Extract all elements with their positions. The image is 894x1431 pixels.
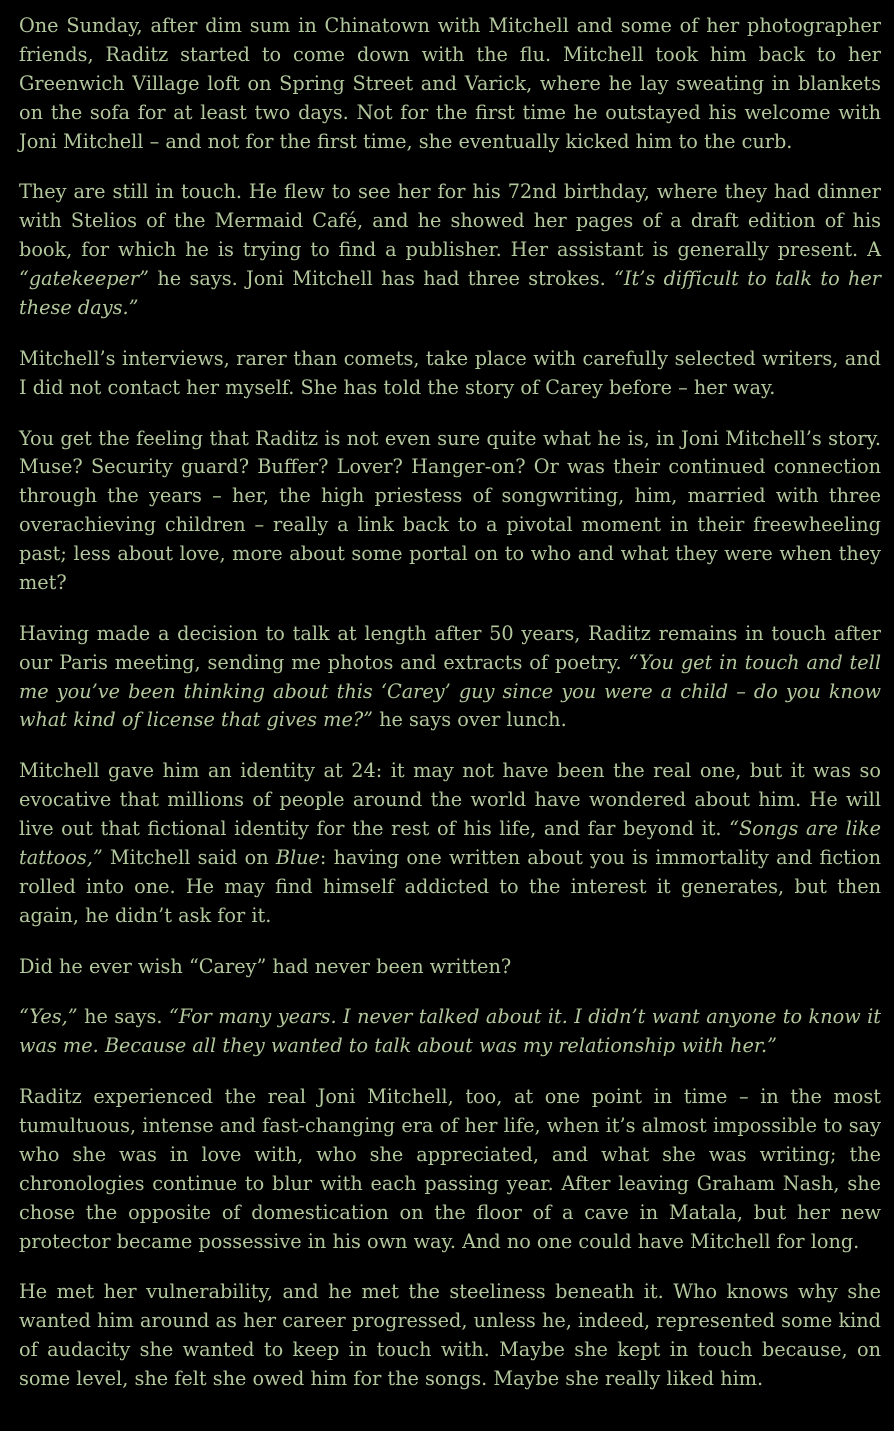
paragraph: [19, 425, 881, 598]
paragraph: [19, 1278, 881, 1394]
italic-quote-text: “You get in touch and tell me you’ve been thinking about this ‘Carey’ guy since you were a child – do you know what kind of license that gives me?”: [19, 650, 881, 732]
italic-quote-text: “It’s difficult to talk to her these days.”: [19, 267, 882, 319]
body-text: One Sunday, after dim sum in Chinatown with Mitchell and some of her photographer friends, Raditz started to come down with the flu. Mitchell took him back to her Greenwich Village loft on Spring Street and Varick, where he lay sweating in blankets on the sofa for at least two days. Not for the first time he outstayed his welcome with Joni Mitchell – and not for the first time, she eventually kicked him to the curb.: [19, 14, 881, 153]
paragraph: [19, 178, 881, 322]
body-text: Having made a decision to talk at length after 50 years, Raditz remains in touch after our Paris meeting, sending me photos and extracts of poetry.: [19, 621, 881, 674]
body-text: : having one written about you is immortality and fiction rolled into one. He may find himself addicted to the interest it generates, but then again, he didn’t ask for it.: [19, 845, 881, 927]
body-text: Mitchell said on: [102, 845, 276, 869]
paragraph: [19, 12, 881, 156]
paragraph: [19, 345, 881, 403]
paragraph: [19, 757, 881, 930]
body-text: Did he ever wish “Carey” had never been written?: [19, 954, 512, 978]
paragraph: [19, 1083, 881, 1256]
body-text: They are still in touch. He flew to see her for his 72nd birthday, where they had dinner with Stelios of the Mermaid Café, and he showed her pages of a draft edition of his book, for which he is trying to find a publisher. Her assistant is generally present. A: [19, 180, 881, 262]
paragraph: [19, 1003, 881, 1061]
body-text: Mitchell gave him an identity at 24: it may not have been the real one, but it was so evocative that millions of people around the world have wondered about him. He will live out that fictional identity for the rest of his life, and far beyond it.: [19, 759, 881, 840]
body-text: he says over lunch.: [373, 708, 567, 732]
italic-quote-text: “For many years. I never talked about it. I didn’t want anyone to know it was me. Because all they wanted to talk about was my relationship with her.”: [19, 1005, 881, 1058]
italic-quote-text: Blue: [275, 845, 320, 869]
body-text: You get the feeling that Raditz is not even sure quite what he is, in Joni Mitchell’s story. Muse? Security guard? Buffer? Lover? Hanger-on? Or was their continued connection through the years – her, the high priestess of songwriting, him, married with three overachieving children – really a link back to a pivotal moment in their freewheeling past; less about love, more about some portal on to who and what they were when they met?: [19, 426, 881, 594]
body-text: Mitchell’s interviews, rarer than comets, take place with carefully selected writers, and I did not contact her myself. She has told the story of Carey before – her way.: [19, 346, 881, 399]
body-text: he says.: [77, 1005, 169, 1029]
paragraph: [19, 620, 881, 736]
italic-quote-text: “Songs are like tattoos,”: [19, 817, 882, 869]
body-text: Raditz experienced the real Joni Mitchell, too, at one point in time – in the most tumultuous, intense and fast-changing era of her life, when it’s almost impossible to say who she was in love with, who she appreciated, and what she was writing; the chronologies continue to blur with each passing year. After leaving Graham Nash, she chose the opposite of domestication on the floor of a cave in Matala, but her new protector became possessive in his own way. And no one could have Mitchell for long.: [19, 1085, 881, 1253]
italic-quote-text: “gatekeeper”: [19, 267, 149, 290]
italic-quote-text: “Yes,”: [19, 1005, 78, 1029]
article-body: [19, 12, 881, 1416]
body-text: He met her vulnerability, and he met the steeliness beneath it. Who knows why she wanted him around as her career progressed, unless he, indeed, represented some kind of audacity she wanted to keep in touch with. Maybe she kept in touch because, on some level, she felt she owed him for the songs. Maybe she really liked him.: [19, 1280, 881, 1390]
paragraph: [19, 953, 881, 982]
body-text: he says. Joni Mitchell has had three strokes.: [148, 267, 615, 290]
